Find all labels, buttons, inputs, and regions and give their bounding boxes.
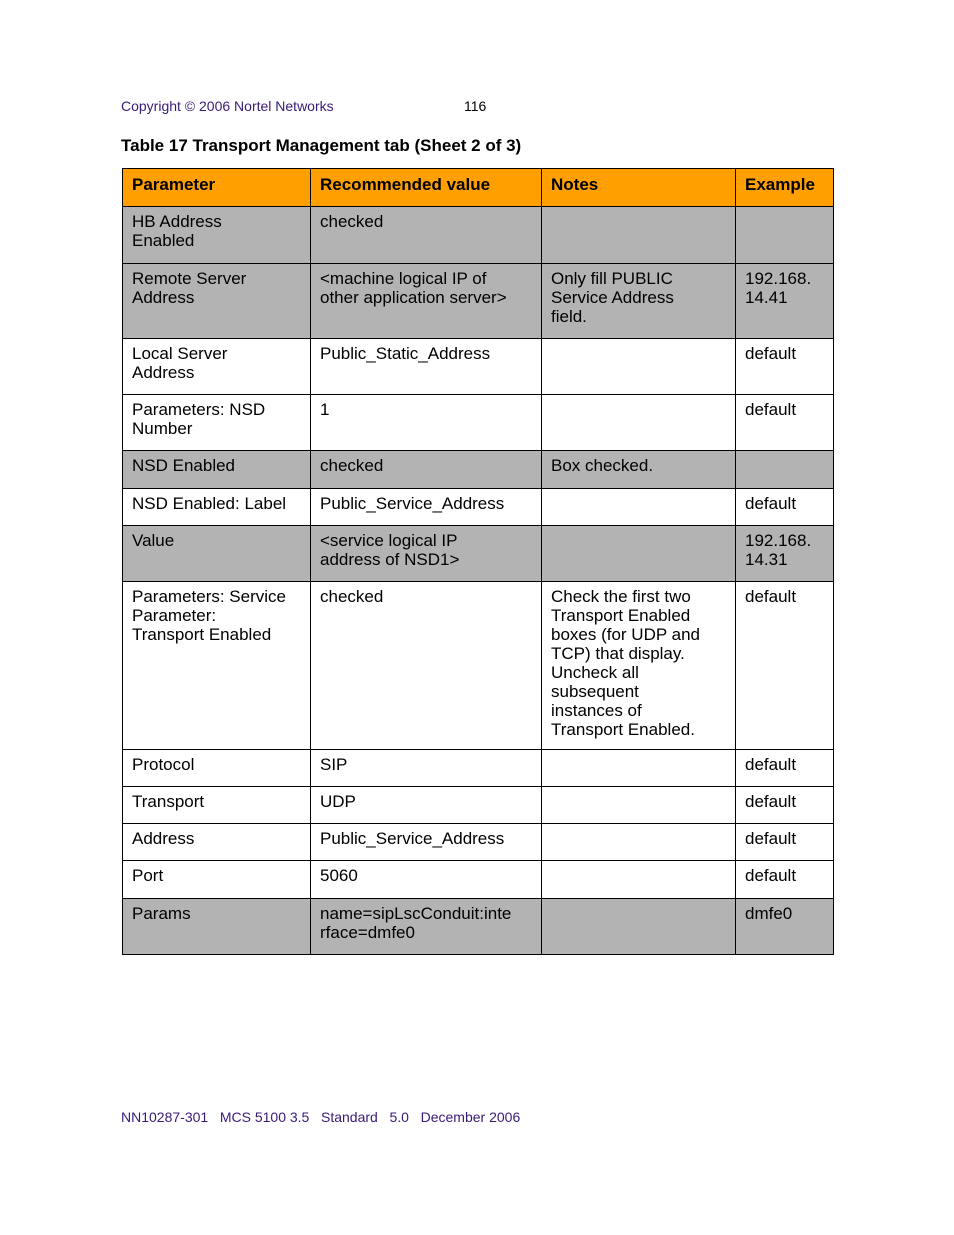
column-header-parameter: Parameter [123,169,311,207]
recommended-value-cell [311,899,542,955]
column-header-recommended-value: Recommended value [311,169,542,207]
recommended-value-cell [311,489,542,526]
cell-text: default [745,866,797,885]
example-cell [736,750,834,787]
table-row [123,526,834,582]
cell-text: 5060 [320,866,358,885]
example-cell [736,207,834,264]
cell-text: NSD Enabled [132,456,236,475]
example-cell [736,451,834,489]
cell-text: SIP [320,755,348,774]
table-header-row [123,169,834,207]
table-row [123,750,834,787]
table-body [123,207,834,955]
example-cell [736,339,834,395]
example-cell [736,787,834,824]
cell-text: Public_Static_Address [320,344,491,363]
cell-text: Parameters: NSD Number [132,400,266,438]
example-cell [736,899,834,955]
cell-text: Public_Service_Address [320,494,505,513]
notes-cell [542,750,736,787]
cell-text: UDP [320,792,356,811]
cell-text: Box checked. [551,456,654,475]
notes-cell [542,824,736,861]
cell-text: name=sipLscConduit:inte rface=dmfe0 [320,904,512,942]
parameter-cell [123,526,311,582]
recommended-value-cell [311,264,542,339]
example-cell [736,264,834,339]
cell-text: default [745,494,797,513]
example-cell [736,861,834,899]
parameter-cell [123,264,311,339]
cell-text: Protocol [132,755,195,774]
table-row [123,824,834,861]
parameter-cell [123,451,311,489]
notes-cell [542,582,736,750]
cell-text: default [745,755,797,774]
example-cell [736,582,834,750]
table-row [123,787,834,824]
cell-text: Params [132,904,191,923]
notes-cell [542,899,736,955]
recommended-value-cell [311,207,542,264]
cell-text: Remote Server Address [132,269,247,307]
parameter-cell [123,489,311,526]
parameter-cell [123,787,311,824]
cell-text: <service logical IP address of NSD1> [320,531,460,569]
recommended-value-cell [311,339,542,395]
transport-management-table [122,168,834,955]
cell-text: Address [132,829,195,848]
cell-text: 1 [320,400,330,419]
table-row [123,489,834,526]
cell-text: Transport [132,792,205,811]
cell-text: checked [320,212,384,231]
parameter-cell [123,750,311,787]
cell-text: default [745,792,797,811]
example-cell [736,526,834,582]
notes-cell [542,861,736,899]
parameter-cell [123,207,311,264]
example-cell [736,489,834,526]
cell-text: checked [320,587,384,606]
document-footer: NN10287-301 MCS 5100 3.5 Standard 5.0 December 2006 [121,1109,521,1125]
notes-cell [542,339,736,395]
parameter-cell [123,824,311,861]
cell-text: Public_Service_Address [320,829,505,848]
column-header-notes: Notes [542,169,736,207]
notes-cell [542,207,736,264]
cell-text: HB Address Enabled [132,212,222,250]
cell-text: Parameters: Service Parameter: Transport Enabled [132,587,286,644]
cell-text: default [745,400,797,419]
notes-cell [542,451,736,489]
notes-cell [542,489,736,526]
cell-text: <machine logical IP of other application server> [320,269,507,307]
cell-text: Value [132,531,175,550]
notes-cell [542,787,736,824]
cell-text: checked [320,456,384,475]
cell-text: NSD Enabled: Label [132,494,287,513]
recommended-value-cell [311,861,542,899]
table-row [123,899,834,955]
cell-text: default [745,587,797,606]
recommended-value-cell [311,526,542,582]
notes-cell [542,526,736,582]
cell-text: 192.168. 14.31 [745,531,812,569]
recommended-value-cell [311,787,542,824]
cell-text: 192.168. 14.41 [745,269,812,307]
table-row [123,264,834,339]
cell-text: default [745,344,797,363]
table-row [123,207,834,264]
cell-text: default [745,829,797,848]
parameter-cell [123,582,311,750]
column-header-example: Example [736,169,834,207]
table-row [123,395,834,451]
parameter-cell [123,861,311,899]
cell-text: Only fill PUBLIC Service Address field. [551,269,674,326]
parameter-cell [123,339,311,395]
recommended-value-cell [311,582,542,750]
recommended-value-cell [311,395,542,451]
recommended-value-cell [311,824,542,861]
copyright-notice: Copyright © 2006 Nortel Networks [121,98,334,114]
cell-text: Local Server Address [132,344,228,382]
example-cell [736,824,834,861]
notes-cell [542,395,736,451]
page-number: 116 [464,98,487,114]
table-row [123,861,834,899]
notes-cell [542,264,736,339]
table-title: Table 17 Transport Management tab (Sheet 2 of 3) [121,136,522,155]
table-row [123,339,834,395]
recommended-value-cell [311,451,542,489]
cell-text: Check the first two Transport Enabled boxes (for UDP and TCP) that display. Uncheck all subsequent instances of Transport Enabled. [551,587,700,739]
cell-text: dmfe0 [745,904,793,923]
table-row [123,582,834,750]
parameter-cell [123,395,311,451]
table-row [123,451,834,489]
recommended-value-cell [311,750,542,787]
cell-text: Port [132,866,164,885]
parameter-cell [123,899,311,955]
example-cell [736,395,834,451]
